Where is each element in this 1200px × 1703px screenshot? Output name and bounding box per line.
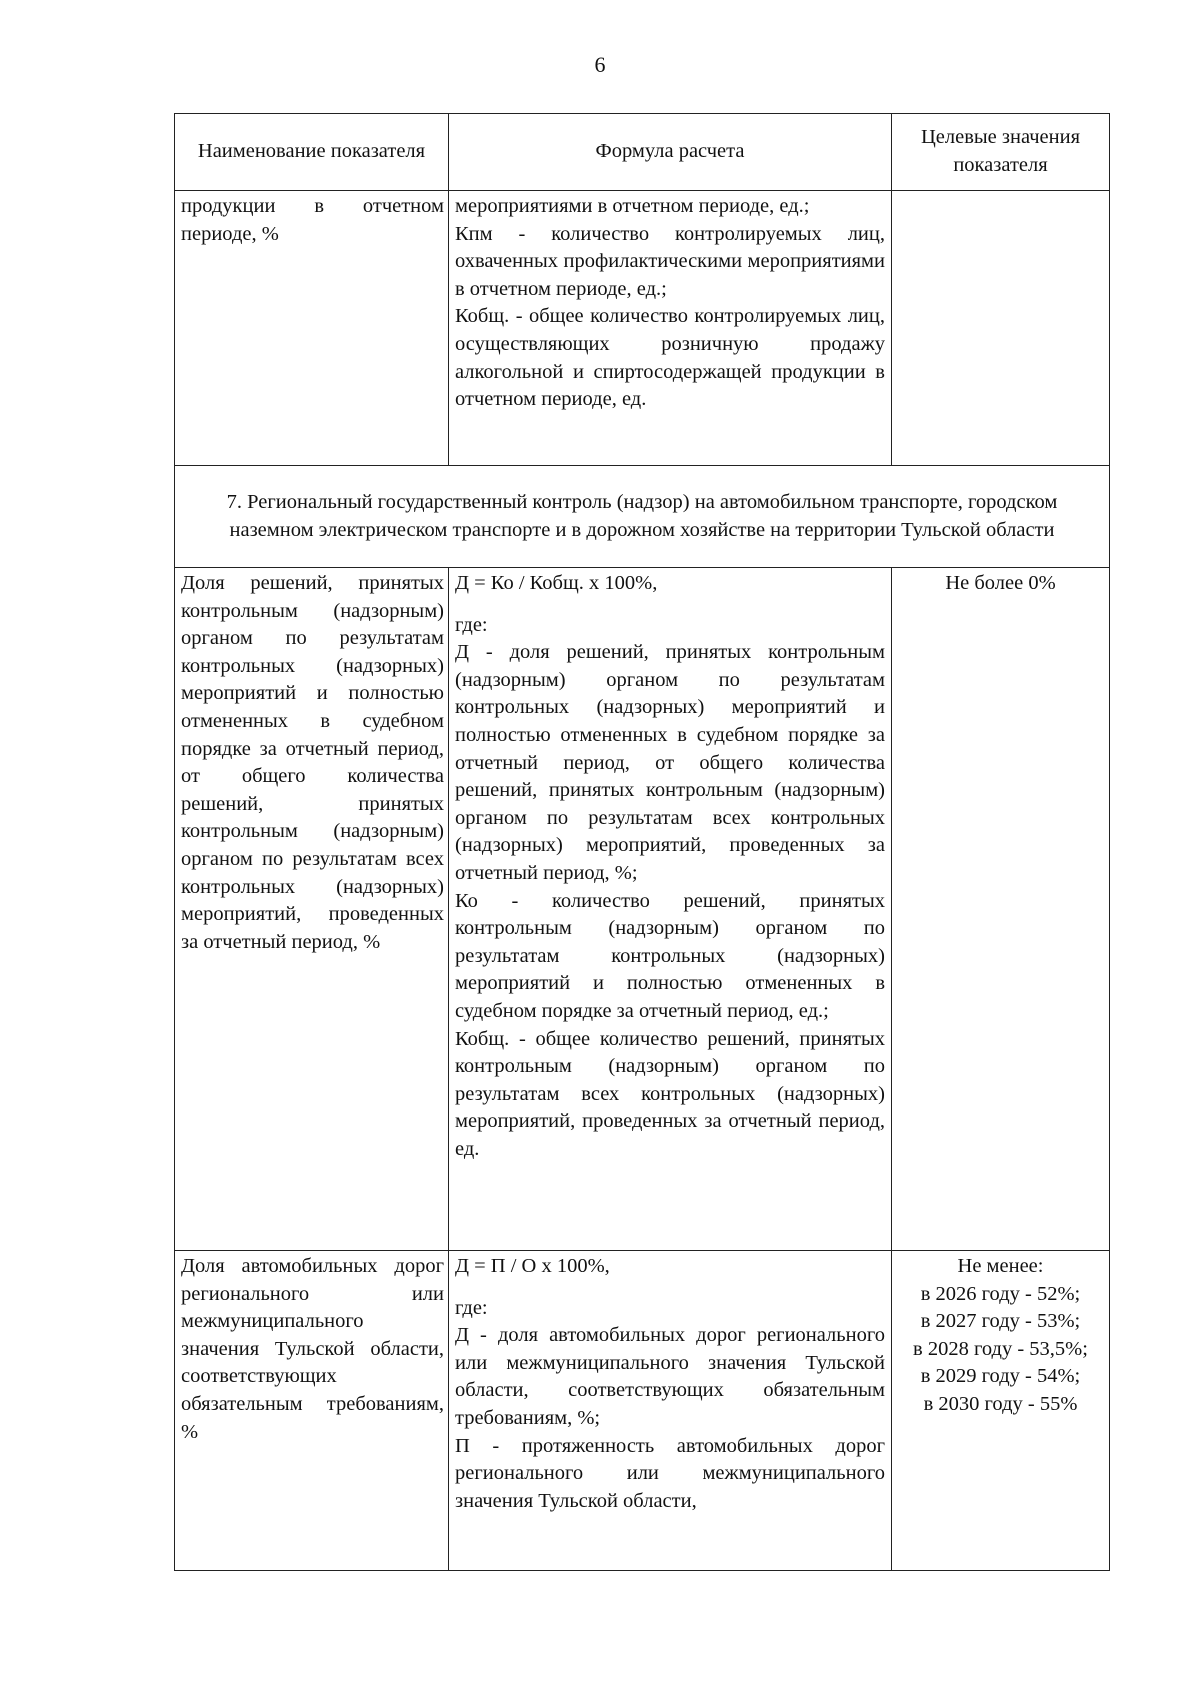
- formula-explanation: Ко - количество решений, принятых контрольным (надзорным) органом по результатам контрольных (надзорных) мероприятий и полностью отмененных в судебном порядке за отчетный период, ед.;: [455, 889, 885, 1022]
- formula-explanation: Д - доля решений, принятых контрольным (надзорным) органом по результатам контрольных (надзорных) мероприятий и полностью отмененных в судебном порядке за отчетный период, от общего количества решений, принятых контрольным (надзорным) органом по результатам всех контрольных (надзорных) мероприятий, проведенных за отчетный период, %;: [455, 641, 885, 884]
- indicator-name: продукции в отчетном периоде, %: [175, 191, 449, 466]
- table-row: [175, 568, 1110, 1251]
- formula-explanation: Д - доля автомобильных дорог регионального или межмуниципального значения Тульской области, соответствующих обязательным требованиям, %;: [455, 1324, 885, 1429]
- formula-explanation: П - протяженность автомобильных дорог регионального или межмуниципального значения Тульской области,: [455, 1434, 885, 1512]
- table-header-row: [175, 114, 1110, 191]
- where-label: где:: [455, 613, 488, 636]
- table-row: [175, 1251, 1110, 1571]
- target-line: Не более 0%: [945, 572, 1056, 594]
- formula-line: мероприятиями в отчетном периоде, ед.;: [455, 195, 810, 217]
- indicators-table: [174, 113, 1110, 1571]
- target-line: Не менее:: [957, 1255, 1044, 1277]
- section-title: 7. Региональный государственный контроль (надзор) на автомобильном транспорте, городском наземном электрическом транспорте и в дорожном хозяйстве на территории Тульской области: [175, 466, 1110, 568]
- where-label: где:: [455, 1296, 488, 1319]
- page-number: 6: [594, 52, 606, 77]
- target-cell: [892, 1251, 1110, 1571]
- formula-cell: [449, 1251, 892, 1571]
- target-line: в 2026 году - 52%;: [920, 1282, 1081, 1305]
- section-row: [175, 466, 1110, 568]
- target-line: в 2028 году - 53,5%;: [913, 1337, 1088, 1360]
- indicator-name: Доля автомобильных дорог регионального или межмуниципального значения Тульской области, соответствующих обязательным требованиям, %: [175, 1251, 449, 1571]
- indicator-name: Доля решений, принятых контрольным (надзорным) органом по результатам контрольных (надзорных) мероприятий и полностью отмененных в судебном порядке за отчетный период, от общего количества решений, принятых контрольным (надзорным) органом по результатам всех контрольных (надзорных) мероприятий, проведенных за отчетный период, %: [175, 568, 449, 1251]
- header-name: Наименование показателя: [175, 114, 449, 191]
- formula-line: Кпм - количество контролируемых лиц, охваченных профилактическими мероприятиями в отчетном периоде, ед.;: [455, 222, 885, 300]
- formula-cell: [449, 191, 892, 466]
- formula: Д = Ко / Кобщ. х 100%,: [455, 572, 658, 594]
- target-cell: [892, 568, 1110, 1251]
- formula-explanation: Кобщ. - общее количество решений, принятых контрольным (надзорным) органом по результатам всех контрольных (надзорных) мероприятий, проведенных за отчетный период, ед.: [455, 1027, 885, 1160]
- target-cell: [892, 191, 1110, 466]
- target-line: в 2029 году - 54%;: [920, 1365, 1081, 1388]
- target-line: в 2030 году - 55%: [923, 1392, 1078, 1415]
- formula: Д = П / О х 100%,: [455, 1255, 610, 1277]
- table-row: [175, 191, 1110, 466]
- header-target: Целевые значения показателя: [892, 114, 1110, 191]
- formula-line: Кобщ. - общее количество контролируемых лиц, осуществляющих розничную продажу алкогольной и спиртосодержащей продукции в отчетном периоде, ед.: [455, 305, 885, 411]
- target-line: в 2027 году - 53%;: [920, 1310, 1081, 1333]
- header-formula: Формула расчета: [449, 114, 892, 191]
- formula-cell: [449, 568, 892, 1251]
